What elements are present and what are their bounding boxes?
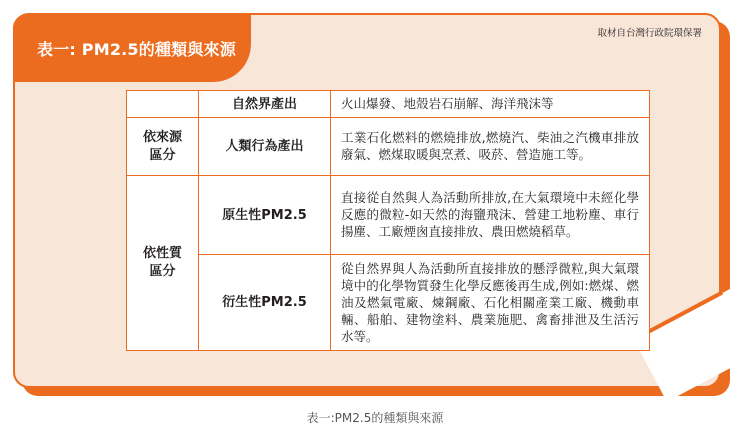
pm25-table <box>126 90 650 351</box>
row-label: 衍生性PM2.5 <box>199 255 331 351</box>
row-description: 從自然界與人為活動所直接排放的懸浮微粒,與大氣環境中的化學物質發生化學反應後再生成,例如:燃煤、燃油及燃氣電廠、煉鋼廠、石化相關產業工廠、機動車輛、船舶、建物塗料、農業施肥、禽畜排泄及生活污水等。 <box>331 255 650 351</box>
category-label: 依來源區分 <box>142 129 182 163</box>
category-cell <box>127 176 199 351</box>
category-blank <box>127 91 199 118</box>
table-row <box>127 118 650 176</box>
table-row <box>127 255 650 351</box>
row-label: 自然界產出 <box>199 91 331 118</box>
row-label: 原生性PM2.5 <box>199 176 331 255</box>
table-row <box>127 176 650 255</box>
row-description: 工業石化燃料的燃燒排放,燃燒汽、柴油之汽機車排放廢氣、燃煤取暖與烹煮、吸菸、營造施工等。 <box>331 118 650 176</box>
table-title: 表一: PM2.5的種類與來源 <box>37 39 236 59</box>
row-description: 直接從自然與人為活動所排放,在大氣環境中未經化學反應的微粒-如天然的海鹽飛沫、營建工地粉塵、車行揚塵、工廠煙囪直接排放、農田燃燒稻草。 <box>331 176 650 255</box>
category-cell <box>127 118 199 176</box>
table-row <box>127 91 650 118</box>
figure-caption: 表一:PM2.5的種類與來源 <box>306 411 444 425</box>
source-note: 取材自台灣行政院環保署 <box>597 28 702 39</box>
title-tab <box>13 14 251 82</box>
row-label: 人類行為產出 <box>199 118 331 176</box>
row-description: 火山爆發、地殼岩石崩解、海洋飛沫等 <box>331 91 650 118</box>
category-label: 依性質區分 <box>142 246 182 279</box>
